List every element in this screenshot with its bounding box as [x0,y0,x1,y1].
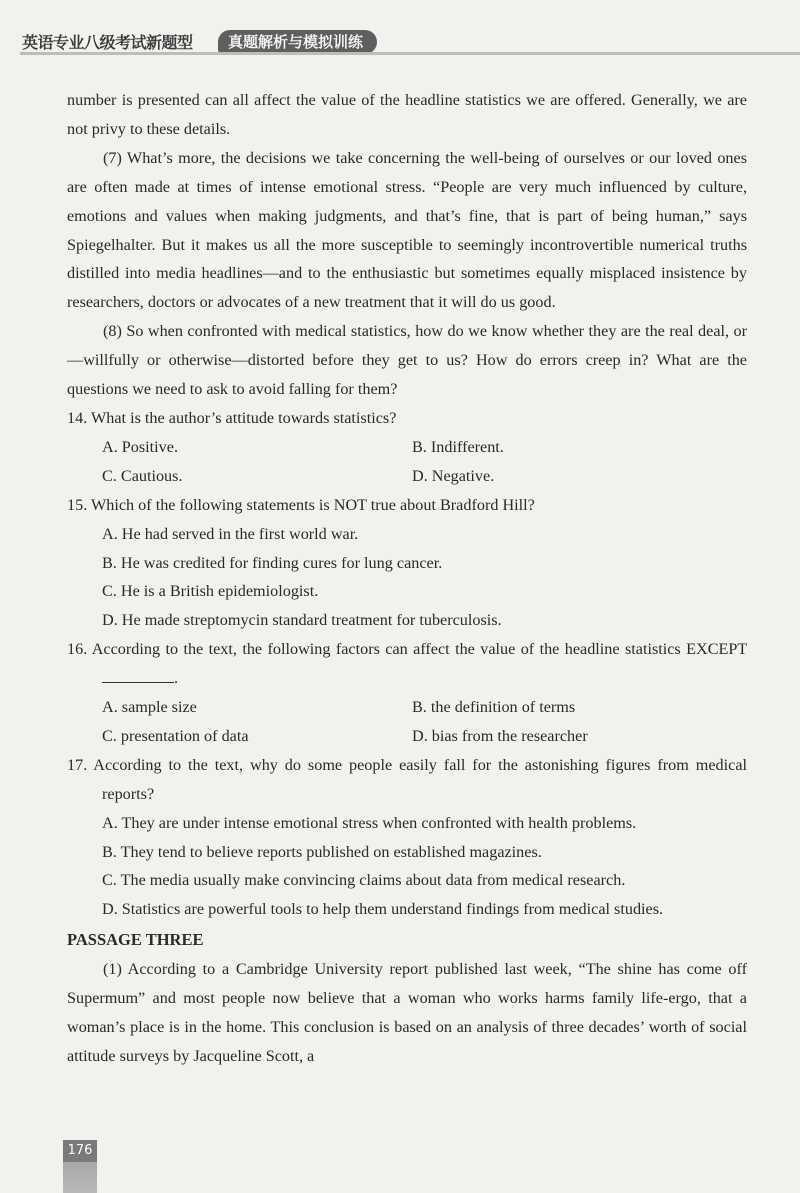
paragraph-7: (7) What’s more, the decisions we take concerning the well-being of ourselves or our loved ones are often made at times of intense emotional stress. “People are very much influenced by culture, emotions and values when making judgments, and that’s fine, that is part of being human,” says Spiegelhalter. But it makes us all the more susceptible to seemingly incontrovertible numerical truths distilled into media headlines—and to the enthusiastic but sometimes equally misplaced insistence by researchers, doctors or advocates of a new treatment that it will do us good. [67,148,747,312]
option-d: D. bias from the researcher [412,726,588,745]
option-a: A. sample size [102,698,197,717]
chapter-badge: 真题解析与模拟训练 [218,30,377,54]
question-stem: 17. According to the text, why do some people easily fall for the astonishing figures from medical reports? [67,755,747,803]
option-c: C. Cautious. [102,466,183,485]
option-a: A. Positive. [102,437,178,456]
question-stem: 15. Which of the following statements is NOT true about Bradford Hill? [67,495,535,514]
passage-title: PASSAGE THREE [67,930,204,950]
passage3-paragraph-1: (1) According to a Cambridge University report published last week, “The shine has come off Supermum” and most people now believe that a woman who works harms family life-ergo, that a woman’s place is in the home. This conclusion is based on an analysis of three decades’ worth of social attitude surveys by Jacqueline Scott, a [67,960,747,1065]
option-c: C. presentation of data [102,726,249,745]
question-stem-text: 16. According to the text, the following factors can affect the value of the headline statistics EXCEPT [67,640,747,659]
answer-blank [102,668,174,683]
paragraph-continued: number is presented can all affect the value of the headline statistics we are offered. Generally, we are not privy to these details. [67,91,747,138]
option-b: B. the definition of terms [412,698,576,717]
option-a: A. He had served in the first world war. [102,524,359,543]
option-d: D. Negative. [412,466,495,485]
paragraph-8: (8) So when confronted with medical statistics, how do we know whether they are the real deal, or—willfully or otherwise—distorted before they get to us? How do errors creep in? What are the questions we need to ask to avoid falling for them? [67,322,747,399]
question-15 [67,491,747,636]
option-d: D. Statistics are powerful tools to help them understand findings from medical studies. [102,900,664,919]
question-17 [67,751,747,924]
question-16 [67,635,747,751]
option-b: B. He was credited for finding cures for lung cancer. [102,553,443,572]
option-a: A. They are under intense emotional stress when confronted with health problems. [102,813,637,832]
page-number: 176 [63,1140,97,1162]
option-b: B. Indifferent. [412,437,504,456]
option-c: C. He is a British epidemiologist. [102,582,319,601]
book-title: 英语专业八级考试新题型 [22,33,193,52]
stem-end: . [174,669,179,688]
option-d: D. He made streptomycin standard treatment for tuberculosis. [102,611,502,630]
header-rule [20,52,800,55]
page-content [67,86,747,1071]
question-stem: 14. What is the author’s attitude towards statistics? [67,408,397,427]
option-b: B. They tend to believe reports published on established magazines. [102,842,542,861]
question-stem [67,635,747,693]
running-header [0,22,800,68]
option-c: C. The media usually make convincing claims about data from medical research. [102,871,626,890]
question-14 [67,404,747,491]
